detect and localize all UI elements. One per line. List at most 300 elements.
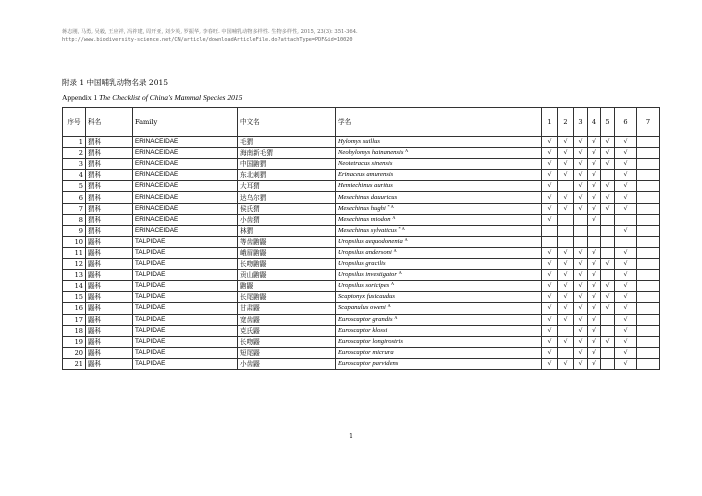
check-cell-5: √ [601, 336, 615, 347]
check-cell-6: √ [615, 170, 637, 181]
check-cell-7 [637, 159, 660, 170]
scientific-name: Euroscaptor klossi [338, 326, 388, 334]
row-number: 19 [63, 336, 86, 347]
header-col-3: 3 [574, 108, 588, 137]
check-cell-6: √ [615, 137, 637, 148]
name-cn-cell: 鼩鼹 [238, 281, 336, 292]
table-row [63, 159, 660, 170]
family-cell: TALPIDAE [133, 303, 238, 314]
family-cn-cell: 鼹科 [86, 270, 133, 281]
family-cn-cell: 鼹科 [86, 281, 133, 292]
scientific-name: Uropsilus aequodonenia [338, 237, 403, 245]
scientific-name-cell [336, 247, 542, 258]
name-cn-cell: 宽齿鼹 [238, 314, 336, 325]
family-cell: ERINACEIDAE [133, 148, 238, 159]
family-cn-cell: 猬科 [86, 159, 133, 170]
table-row [63, 259, 660, 270]
table-body [63, 137, 660, 370]
check-cell-7 [637, 358, 660, 369]
endemic-mark: A [404, 236, 408, 242]
check-cell-3: √ [574, 170, 588, 181]
scientific-name: Euroscaptor micrura [338, 348, 394, 356]
header-sci-name: 学名 [336, 108, 542, 137]
check-cell-7 [637, 281, 660, 292]
check-cell-2 [558, 236, 574, 247]
check-cell-5 [601, 214, 615, 225]
row-number: 17 [63, 314, 86, 325]
check-cell-3: √ [574, 347, 588, 358]
header-family: Family [133, 108, 238, 137]
check-cell-1: √ [542, 159, 558, 170]
name-cn-cell: 中国鼩猬 [238, 159, 336, 170]
scientific-name-cell [336, 303, 542, 314]
check-cell-6: √ [615, 358, 637, 369]
endemic-mark: A [392, 214, 396, 220]
check-cell-6: √ [615, 148, 637, 159]
check-cell-6: √ [615, 247, 637, 258]
family-cell: ERINACEIDAE [133, 170, 238, 181]
family-cell: TALPIDAE [133, 292, 238, 303]
endemic-mark: A [387, 303, 391, 309]
citation [62, 28, 662, 44]
family-cell: TALPIDAE [133, 325, 238, 336]
table-row [63, 203, 660, 214]
check-cell-7 [637, 236, 660, 247]
check-cell-3: √ [574, 192, 588, 203]
endemic-mark: A [398, 270, 402, 276]
check-cell-5: √ [601, 148, 615, 159]
check-cell-5 [601, 170, 615, 181]
scientific-name: Hemiechinus auritus [338, 182, 393, 190]
endemic-mark: * A [387, 203, 394, 209]
check-cell-4: √ [588, 259, 601, 270]
header-col-7: 7 [637, 108, 660, 137]
check-cell-4: √ [588, 181, 601, 192]
check-cell-7 [637, 259, 660, 270]
family-cn-cell: 鼹科 [86, 292, 133, 303]
check-cell-7 [637, 325, 660, 336]
endemic-mark: A [393, 247, 397, 253]
check-cell-1: √ [542, 259, 558, 270]
check-cell-2: √ [558, 281, 574, 292]
family-cn-cell: 猬科 [86, 170, 133, 181]
check-cell-4: √ [588, 292, 601, 303]
family-cn-cell: 鼹科 [86, 236, 133, 247]
family-cn-cell: 鼹科 [86, 358, 133, 369]
check-cell-5 [601, 347, 615, 358]
table-row [63, 281, 660, 292]
check-cell-2 [558, 181, 574, 192]
row-number: 13 [63, 270, 86, 281]
check-cell-6: √ [615, 203, 637, 214]
check-cell-7 [637, 214, 660, 225]
check-cell-3: √ [574, 203, 588, 214]
family-cell: TALPIDAE [133, 236, 238, 247]
family-cn-cell: 鼹科 [86, 303, 133, 314]
check-cell-5: √ [601, 203, 615, 214]
family-cell: ERINACEIDAE [133, 203, 238, 214]
row-number: 15 [63, 292, 86, 303]
scientific-name: Euroscaptor parvidens [338, 359, 399, 367]
family-cell: TALPIDAE [133, 347, 238, 358]
scientific-name-cell [336, 203, 542, 214]
check-cell-3: √ [574, 259, 588, 270]
scientific-name-cell [336, 192, 542, 203]
table-row [63, 347, 660, 358]
scientific-name-cell [336, 159, 542, 170]
check-cell-6: √ [615, 314, 637, 325]
name-cn-cell: 毛猬 [238, 137, 336, 148]
check-cell-7 [637, 336, 660, 347]
scientific-name: Mesechinus dauuricus [338, 193, 398, 201]
check-cell-3: √ [574, 159, 588, 170]
check-cell-4: √ [588, 203, 601, 214]
appendix-title-en [62, 93, 242, 103]
row-number: 20 [63, 347, 86, 358]
scientific-name: Scaptonyx fusicaudus [338, 293, 395, 301]
row-number: 3 [63, 159, 86, 170]
family-cn-cell: 猬科 [86, 137, 133, 148]
check-cell-5 [601, 325, 615, 336]
header-col-5: 5 [601, 108, 615, 137]
row-number: 4 [63, 170, 86, 181]
check-cell-6: √ [615, 347, 637, 358]
endemic-mark: * A [398, 225, 405, 231]
scientific-name-cell [336, 347, 542, 358]
family-cn-cell: 鼹科 [86, 247, 133, 258]
scientific-name-cell [336, 170, 542, 181]
scientific-name: Uropsilus investigator [338, 271, 397, 279]
check-cell-5: √ [601, 181, 615, 192]
table-row [63, 325, 660, 336]
check-cell-7 [637, 170, 660, 181]
check-cell-6: √ [615, 303, 637, 314]
family-cell: TALPIDAE [133, 270, 238, 281]
scientific-name: Scapanulus oweni [338, 304, 386, 312]
check-cell-2 [558, 347, 574, 358]
row-number: 18 [63, 325, 86, 336]
appendix-title-en-prefix: Appendix 1 [62, 93, 100, 102]
check-cell-3: √ [574, 358, 588, 369]
check-cell-2: √ [558, 259, 574, 270]
family-cn-cell: 猬科 [86, 148, 133, 159]
table-row [63, 270, 660, 281]
row-number: 12 [63, 259, 86, 270]
check-cell-5 [601, 314, 615, 325]
family-cn-cell: 猬科 [86, 203, 133, 214]
scientific-name-cell [336, 148, 542, 159]
check-cell-5: √ [601, 192, 615, 203]
check-cell-4: √ [588, 170, 601, 181]
scientific-name-cell [336, 225, 542, 236]
family-cell: TALPIDAE [133, 336, 238, 347]
check-cell-2: √ [558, 292, 574, 303]
page-number: 1 [349, 433, 353, 440]
check-cell-3: √ [574, 137, 588, 148]
check-cell-2: √ [558, 314, 574, 325]
check-cell-6 [615, 236, 637, 247]
name-cn-cell: 达乌尔猬 [238, 192, 336, 203]
check-cell-1 [542, 225, 558, 236]
name-cn-cell: 贡山鼩鼹 [238, 270, 336, 281]
family-cell: ERINACEIDAE [133, 159, 238, 170]
scientific-name: Erinaceus amurensis [338, 171, 394, 179]
name-cn-cell: 长尾鼩鼹 [238, 292, 336, 303]
scientific-name: Uropsilus soricipes [338, 282, 390, 290]
table-row [63, 314, 660, 325]
check-cell-5 [601, 247, 615, 258]
check-cell-7 [637, 181, 660, 192]
check-cell-3: √ [574, 336, 588, 347]
name-cn-cell: 长吻鼹 [238, 336, 336, 347]
check-cell-2: √ [558, 303, 574, 314]
appendix-title-en-italic: The Checklist of China's Mammal Species 2015 [99, 93, 243, 102]
header-row [63, 108, 660, 137]
check-cell-4: √ [588, 214, 601, 225]
check-cell-5 [601, 358, 615, 369]
name-cn-cell: 峨眉鼩鼹 [238, 247, 336, 258]
scientific-name: Neohylomys hainanensis [338, 149, 404, 157]
check-cell-4: √ [588, 192, 601, 203]
scientific-name-cell [336, 314, 542, 325]
check-cell-6 [615, 214, 637, 225]
family-cell: TALPIDAE [133, 259, 238, 270]
family-cn-cell: 猬科 [86, 214, 133, 225]
table-row [63, 148, 660, 159]
check-cell-6: √ [615, 292, 637, 303]
check-cell-4: √ [588, 247, 601, 258]
name-cn-cell: 短尾鼹 [238, 347, 336, 358]
name-cn-cell: 小齿猬 [238, 214, 336, 225]
check-cell-4: √ [588, 358, 601, 369]
table-row [63, 303, 660, 314]
header-col-4: 4 [588, 108, 601, 137]
check-cell-2: √ [558, 148, 574, 159]
check-cell-5: √ [601, 137, 615, 148]
name-cn-cell: 甘肃鼹 [238, 303, 336, 314]
row-number: 10 [63, 236, 86, 247]
check-cell-1: √ [542, 214, 558, 225]
check-cell-1: √ [542, 192, 558, 203]
row-number: 7 [63, 203, 86, 214]
check-cell-3: √ [574, 270, 588, 281]
row-number: 16 [63, 303, 86, 314]
family-cn-cell: 鼹科 [86, 314, 133, 325]
check-cell-3: √ [574, 303, 588, 314]
check-cell-1: √ [542, 170, 558, 181]
row-number: 8 [63, 214, 86, 225]
check-cell-3: √ [574, 281, 588, 292]
row-number: 9 [63, 225, 86, 236]
check-cell-2: √ [558, 336, 574, 347]
check-cell-1: √ [542, 281, 558, 292]
row-number: 21 [63, 358, 86, 369]
family-cell: ERINACEIDAE [133, 181, 238, 192]
check-cell-2: √ [558, 247, 574, 258]
check-cell-3: √ [574, 314, 588, 325]
scientific-name-cell [336, 214, 542, 225]
check-cell-2: √ [558, 270, 574, 281]
check-cell-3: √ [574, 292, 588, 303]
check-cell-5: √ [601, 292, 615, 303]
check-cell-4: √ [588, 137, 601, 148]
scientific-name-cell [336, 292, 542, 303]
scientific-name: Hylomys suillus [338, 138, 380, 146]
check-cell-1: √ [542, 270, 558, 281]
check-cell-3: √ [574, 247, 588, 258]
check-cell-4: √ [588, 303, 601, 314]
table-row [63, 236, 660, 247]
check-cell-7 [637, 225, 660, 236]
scientific-name: Uropsilus gracilis [338, 260, 386, 268]
check-cell-3: √ [574, 325, 588, 336]
table-row [63, 225, 660, 236]
check-cell-6: √ [615, 225, 637, 236]
check-cell-5: √ [601, 159, 615, 170]
row-number: 14 [63, 281, 86, 292]
check-cell-4: √ [588, 270, 601, 281]
check-cell-7 [637, 292, 660, 303]
scientific-name: Euroscaptor grandis [338, 315, 393, 323]
name-cn-cell: 林猬 [238, 225, 336, 236]
scientific-name-cell [336, 137, 542, 148]
row-number: 5 [63, 181, 86, 192]
scientific-name-cell [336, 181, 542, 192]
check-cell-2: √ [558, 192, 574, 203]
header-name-cn: 中文名 [238, 108, 336, 137]
scientific-name: Neotetracus sinensis [338, 160, 393, 168]
endemic-mark: A [394, 314, 398, 320]
check-cell-1: √ [542, 347, 558, 358]
scientific-name-cell [336, 281, 542, 292]
endemic-mark: A [390, 281, 395, 287]
check-cell-7 [637, 192, 660, 203]
family-cell: ERINACEIDAE [133, 225, 238, 236]
scientific-name-cell [336, 358, 542, 369]
family-cn-cell: 鼹科 [86, 325, 133, 336]
scientific-name: Mesechinus hughi [338, 204, 386, 212]
check-cell-5: √ [601, 259, 615, 270]
check-cell-7 [637, 247, 660, 258]
check-cell-7 [637, 148, 660, 159]
scientific-name-cell [336, 270, 542, 281]
scientific-name: Mesechinus miodon [338, 215, 391, 223]
row-number: 1 [63, 137, 86, 148]
table-row [63, 336, 660, 347]
name-cn-cell: 等齿鼩鼹 [238, 236, 336, 247]
check-cell-5: √ [601, 303, 615, 314]
header-family-cn: 科名 [86, 108, 133, 137]
check-cell-6: √ [615, 159, 637, 170]
check-cell-1: √ [542, 314, 558, 325]
check-cell-2 [558, 325, 574, 336]
check-cell-1: √ [542, 358, 558, 369]
check-cell-2: √ [558, 170, 574, 181]
check-cell-2: √ [558, 358, 574, 369]
check-cell-4: √ [588, 281, 601, 292]
check-cell-7 [637, 270, 660, 281]
check-cell-1: √ [542, 181, 558, 192]
check-cell-6: √ [615, 270, 637, 281]
check-cell-1: √ [542, 292, 558, 303]
check-cell-3: √ [574, 148, 588, 159]
family-cell: ERINACEIDAE [133, 137, 238, 148]
checklist-table [62, 107, 660, 370]
name-cn-cell: 克氏鼹 [238, 325, 336, 336]
check-cell-1: √ [542, 203, 558, 214]
check-cell-4: √ [588, 314, 601, 325]
check-cell-1: √ [542, 303, 558, 314]
scientific-name-cell [336, 259, 542, 270]
check-cell-4: √ [588, 347, 601, 358]
scientific-name-cell [336, 325, 542, 336]
family-cell: TALPIDAE [133, 314, 238, 325]
header-col-1: 1 [542, 108, 558, 137]
citation-url[interactable]: http://www.biodiversity-science.net/CN/article/downloadArticleFile.do?attachType=PDF&id=10020 [62, 37, 353, 43]
row-number: 11 [63, 247, 86, 258]
name-cn-cell: 海南新毛猬 [238, 148, 336, 159]
name-cn-cell: 小齿鼹 [238, 358, 336, 369]
table-row [63, 192, 660, 203]
check-cell-1: √ [542, 137, 558, 148]
check-cell-7 [637, 203, 660, 214]
check-cell-2 [558, 225, 574, 236]
check-cell-5 [601, 236, 615, 247]
table-row [63, 292, 660, 303]
check-cell-3 [574, 225, 588, 236]
check-cell-4: √ [588, 336, 601, 347]
check-cell-7 [637, 303, 660, 314]
check-cell-6: √ [615, 192, 637, 203]
check-cell-4 [588, 236, 601, 247]
name-cn-cell: 长吻鼩鼹 [238, 259, 336, 270]
check-cell-1: √ [542, 325, 558, 336]
table-row [63, 247, 660, 258]
check-cell-3 [574, 214, 588, 225]
header-col-6: 6 [615, 108, 637, 137]
family-cell: TALPIDAE [133, 358, 238, 369]
row-number: 2 [63, 148, 86, 159]
scientific-name-cell [336, 336, 542, 347]
check-cell-3: √ [574, 181, 588, 192]
check-cell-2: √ [558, 203, 574, 214]
table-row [63, 358, 660, 369]
family-cn-cell: 鼹科 [86, 347, 133, 358]
table-row [63, 137, 660, 148]
endemic-mark: A [405, 148, 409, 154]
check-cell-2: √ [558, 159, 574, 170]
check-cell-4: √ [588, 325, 601, 336]
row-number: 6 [63, 192, 86, 203]
check-cell-7 [637, 314, 660, 325]
check-cell-7 [637, 347, 660, 358]
family-cell: TALPIDAE [133, 247, 238, 258]
check-cell-4: √ [588, 148, 601, 159]
scientific-name: Mesechinus sylvaticus [338, 226, 397, 234]
name-cn-cell: 大耳猬 [238, 181, 336, 192]
check-cell-1 [542, 236, 558, 247]
family-cn-cell: 猬科 [86, 225, 133, 236]
check-cell-6: √ [615, 281, 637, 292]
family-cell: ERINACEIDAE [133, 192, 238, 203]
header-col-2: 2 [558, 108, 574, 137]
check-cell-1: √ [542, 148, 558, 159]
family-cn-cell: 猬科 [86, 192, 133, 203]
check-cell-6: √ [615, 181, 637, 192]
name-cn-cell: 东北刺猬 [238, 170, 336, 181]
family-cn-cell: 鼹科 [86, 259, 133, 270]
citation-authors: 蒋志刚, 马勇, 吴毅, 王应祥, 冯祚建, 周开亚, 刘少英, 罗振华, 李春旺. 中国哺乳动物多样性. 生物多样性, 2015, 23(3): 351-364. [62, 29, 358, 35]
